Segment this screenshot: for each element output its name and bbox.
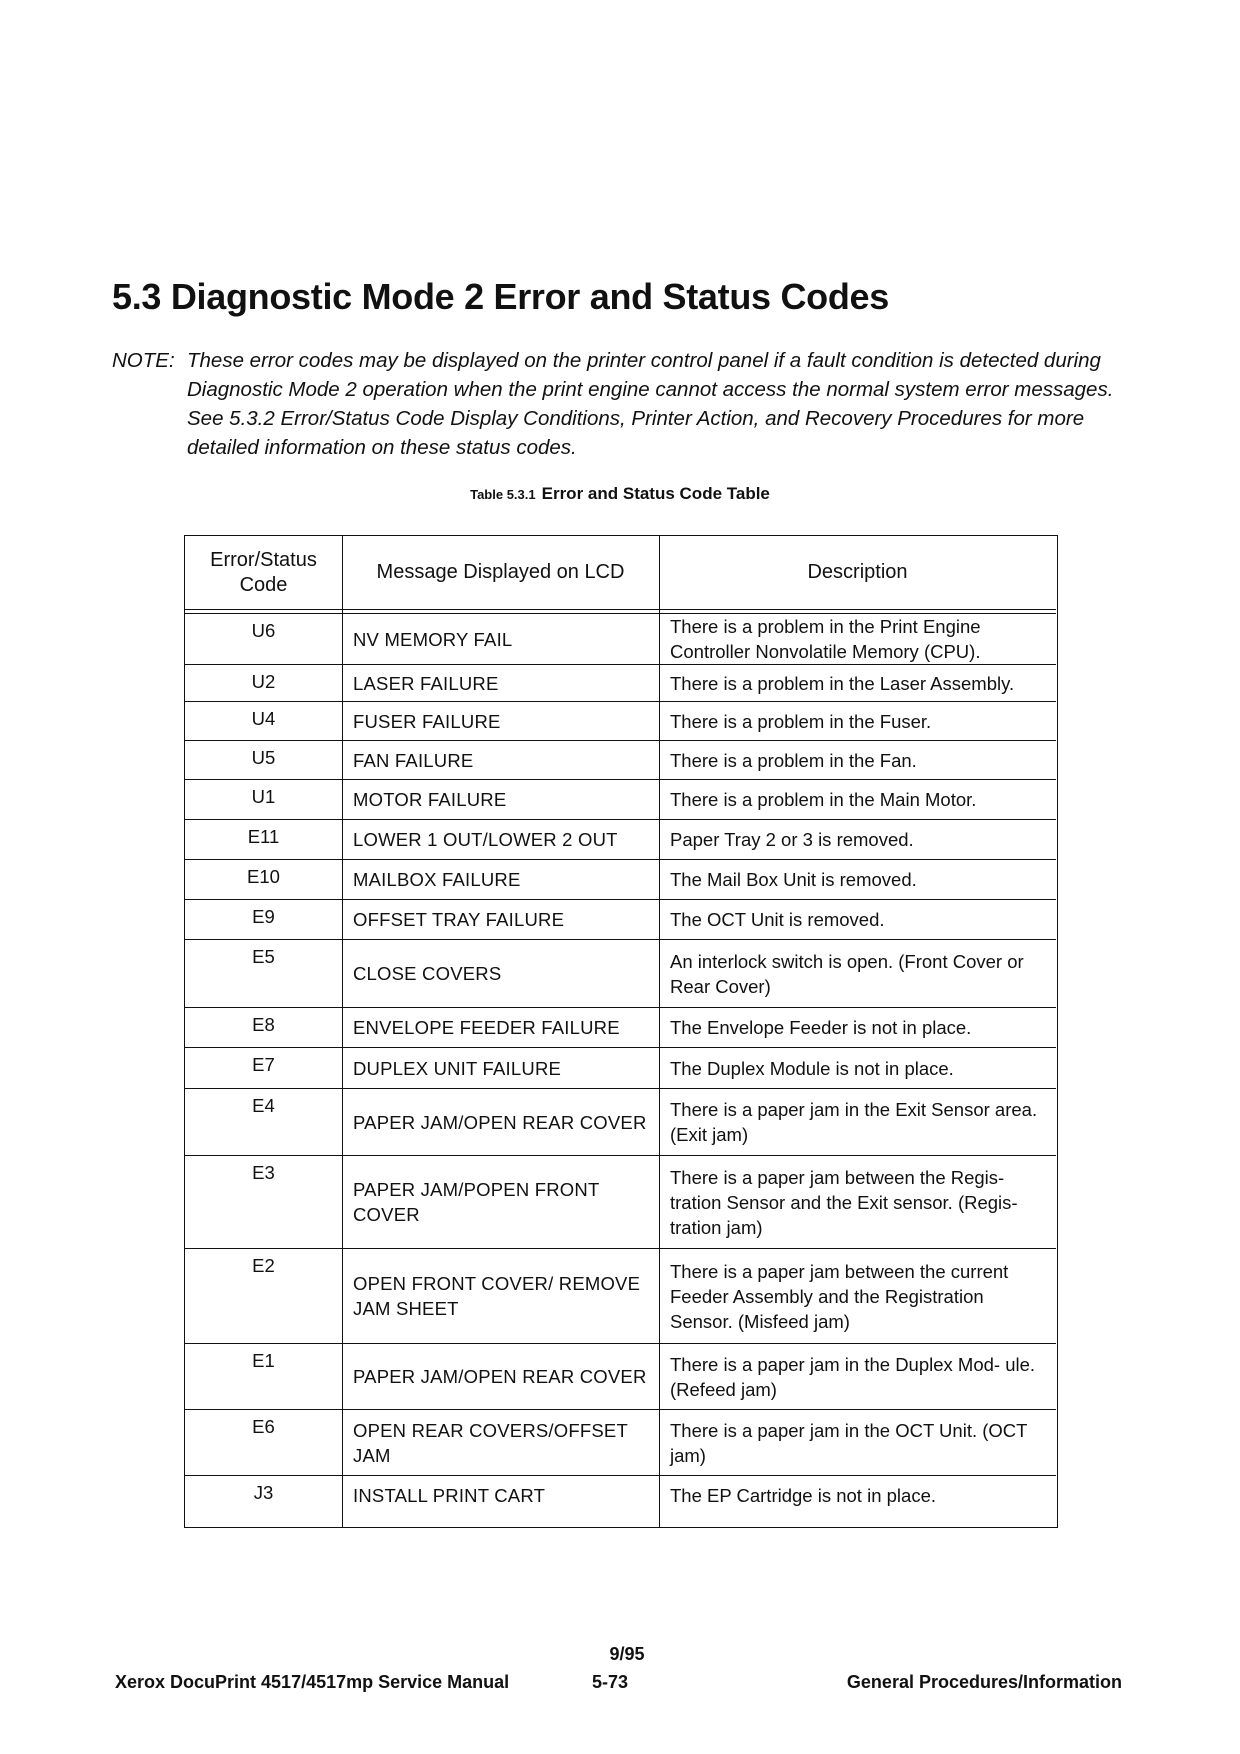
row-code: E11 bbox=[247, 826, 280, 847]
row-code: E10 bbox=[247, 866, 280, 887]
row-message: NV MEMORY FAIL bbox=[353, 628, 513, 650]
row-code: E9 bbox=[252, 906, 275, 927]
footer-page-number: 5-73 bbox=[592, 1672, 629, 1692]
table-row bbox=[185, 900, 1056, 940]
table-row bbox=[185, 1410, 1056, 1476]
row-description: The OCT Unit is removed. bbox=[670, 909, 885, 930]
row-description: The EP Cartridge is not in place. bbox=[670, 1485, 936, 1506]
row-message: OPEN FRONT COVER/ REMOVE JAM SHEET bbox=[353, 1273, 641, 1319]
table-row bbox=[185, 1048, 1056, 1089]
row-code: E4 bbox=[252, 1095, 275, 1116]
row-description: Paper Tray 2 or 3 is removed. bbox=[670, 829, 914, 850]
row-description: There is a paper jam in the Duplex Mod- ule. (Refeed jam) bbox=[670, 1353, 1036, 1400]
row-description: There is a problem in the Fuser. bbox=[670, 710, 932, 732]
row-code: E8 bbox=[252, 1014, 275, 1035]
header-message: Message Displayed on LCD bbox=[376, 561, 625, 583]
table-row bbox=[185, 665, 1056, 702]
table-row bbox=[185, 702, 1056, 741]
table-row bbox=[185, 860, 1056, 900]
row-message: PAPER JAM/OPEN REAR COVER bbox=[353, 1111, 647, 1133]
page-title: 5.3 Diagnostic Mode 2 Error and Status Codes bbox=[112, 276, 889, 317]
row-message: MAILBOX FAILURE bbox=[353, 869, 521, 890]
row-message: PAPER JAM/OPEN REAR COVER bbox=[353, 1366, 647, 1387]
note bbox=[112, 346, 1122, 462]
row-code: E5 bbox=[252, 946, 275, 967]
row-code: E3 bbox=[252, 1162, 275, 1183]
row-message: FUSER FAILURE bbox=[353, 710, 501, 732]
table-row bbox=[185, 1008, 1056, 1048]
table-row bbox=[185, 1249, 1056, 1344]
column-divider bbox=[342, 536, 343, 1527]
row-message: MOTOR FAILURE bbox=[353, 789, 507, 810]
header-code: Error/Status Code bbox=[210, 548, 317, 596]
footer-date: 9/95 bbox=[609, 1644, 645, 1664]
row-message: LASER FAILURE bbox=[353, 672, 499, 694]
table-row bbox=[185, 614, 1056, 665]
row-message: DUPLEX UNIT FAILURE bbox=[353, 1057, 562, 1079]
row-code: U4 bbox=[251, 708, 276, 729]
footer-section-name: General Procedures/Information bbox=[846, 1672, 1122, 1692]
row-description: There is a paper jam between the Regis- tration Sensor and the Exit sensor. (Regis- tration jam) bbox=[670, 1166, 1018, 1238]
row-code: E6 bbox=[252, 1416, 275, 1437]
row-message: PAPER JAM/POPEN FRONT COVER bbox=[353, 1179, 600, 1225]
row-code: E2 bbox=[252, 1255, 275, 1276]
footer-manual-title: Xerox DocuPrint 4517/4517mp Service Manual bbox=[115, 1672, 510, 1692]
row-message: ENVELOPE FEEDER FAILURE bbox=[353, 1017, 620, 1038]
table-row bbox=[185, 1089, 1056, 1156]
row-code: E7 bbox=[252, 1054, 275, 1075]
row-description: The Envelope Feeder is not in place. bbox=[670, 1017, 972, 1038]
table-row bbox=[185, 741, 1056, 780]
row-message: FAN FAILURE bbox=[353, 749, 474, 771]
row-description: There is a paper jam in the Exit Sensor area. (Exit jam) bbox=[670, 1099, 1038, 1145]
row-message: LOWER 1 OUT/LOWER 2 OUT bbox=[353, 829, 618, 850]
table-body bbox=[185, 614, 1056, 1515]
row-description: The Mail Box Unit is removed. bbox=[670, 869, 917, 890]
header-description: Description bbox=[807, 561, 908, 583]
row-message: INSTALL PRINT CART bbox=[353, 1485, 546, 1506]
table-row bbox=[185, 1156, 1056, 1249]
note-label: NOTE: bbox=[112, 349, 175, 372]
table-row bbox=[185, 780, 1056, 820]
row-description: There is a paper jam between the current Feeder Assembly and the Registration Sensor. (Misfeed jam) bbox=[670, 1260, 1009, 1332]
error-status-table bbox=[184, 535, 1058, 1528]
table-caption-number: Table 5.3.1 bbox=[470, 487, 536, 502]
table-caption-title: Error and Status Code Table bbox=[541, 484, 770, 503]
column-divider bbox=[659, 536, 660, 1527]
note-text: These error codes may be displayed on the printer control panel if a fault condition is detected during Diagnostic Mode 2 operation when the print engine cannot access the normal system error messages. See 5.3.2 Error/Status Code Display Conditions, Printer Action, and Recovery Procedures for more detailed information on these status codes. bbox=[187, 349, 1114, 459]
table-caption bbox=[0, 483, 1240, 506]
row-code: U5 bbox=[251, 747, 276, 768]
row-description: There is a problem in the Main Motor. bbox=[670, 789, 977, 810]
row-code: E1 bbox=[252, 1350, 275, 1371]
table-header-row bbox=[185, 536, 1056, 609]
row-code: U2 bbox=[251, 671, 276, 692]
row-description: An interlock switch is open. (Front Cover or Rear Cover) bbox=[670, 950, 1024, 997]
row-description: There is a problem in the Fan. bbox=[670, 749, 917, 771]
table-row bbox=[185, 820, 1056, 860]
row-description: There is a problem in the Laser Assembly. bbox=[670, 672, 1015, 694]
row-description: There is a paper jam in the OCT Unit. (OCT jam) bbox=[670, 1419, 1028, 1466]
table-row bbox=[185, 1476, 1056, 1515]
table-row bbox=[185, 940, 1056, 1008]
row-description: There is a problem in the Print Engine Controller Nonvolatile Memory (CPU). bbox=[670, 616, 981, 662]
table-row bbox=[185, 1344, 1056, 1410]
row-description: The Duplex Module is not in place. bbox=[670, 1057, 954, 1079]
row-message: CLOSE COVERS bbox=[353, 963, 502, 984]
row-message: OFFSET TRAY FAILURE bbox=[353, 909, 565, 930]
row-code: J3 bbox=[253, 1482, 274, 1503]
row-code: U1 bbox=[251, 786, 276, 807]
row-code: U6 bbox=[251, 620, 276, 641]
row-message: OPEN REAR COVERS/OFFSET JAM bbox=[353, 1419, 628, 1466]
